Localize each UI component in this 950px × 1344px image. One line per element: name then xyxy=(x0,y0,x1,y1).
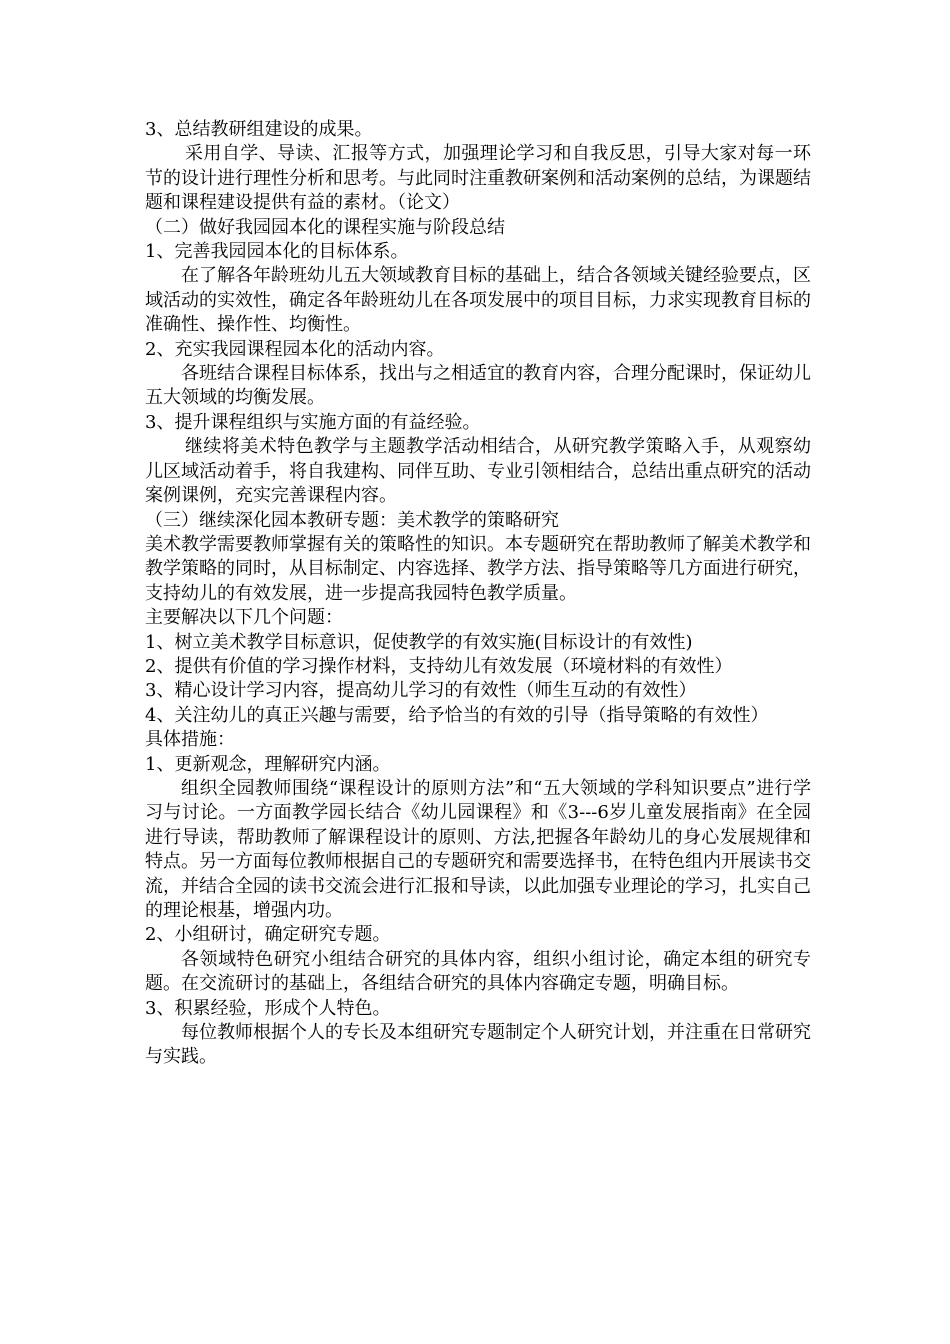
paragraph-measure-3: 每位教师根据个人的专长及本组研究专题制定个人研究计划，并注重在日常研究与实践。 xyxy=(145,1022,811,1068)
measure-heading-2: 2、小组研讨，确定研究专题。 xyxy=(145,924,391,946)
paragraph-goal-system: 在了解各年龄班幼儿五大领域教育目标的基础上，结合各领域关键经验要点，区域活动的实效性，确定各年龄班幼儿在各项发展中的项目目标，力求实现教育目标的准确性、操作性、均衡性。 xyxy=(145,265,811,336)
heading-2-activity-content: 2、充实我园课程园本化的活动内容。 xyxy=(145,338,445,360)
paragraph-measure-1: 组织全园教师围绕“课程设计的原则方法”和“五大领域的学科知识要点”进行学习与讨论。一方面教学园长结合《幼儿园课程》和《3---6岁儿童发展指南》在全园进行导读，帮助教师了解课程设计的原则、方法,把握各年龄幼儿的身心发展规律和特点。另一方面每位教师根据自己的专题研究和需要选择书，在特色组内开展读书交流，并结合全园的读书交流会进行汇报和导读，以此加强专业理论的学习，扎实自己的理论根基，增强内功。 xyxy=(145,777,811,921)
problem-item-2: 2、提供有价值的学习操作材料，支持幼儿有效发展（环境材料的有效性） xyxy=(145,655,733,677)
problem-item-3: 3、精心设计学习内容，提高幼儿学习的有效性（师生互动的有效性） xyxy=(145,680,697,702)
heading-1-goal-system: 1、完善我园园本化的目标体系。 xyxy=(145,241,409,263)
measures-heading: 具体措施： xyxy=(145,729,235,751)
paragraph-measure-2: 各领域特色研究小组结合研究的具体内容，组织小组讨论，确定本组的研究专题。在交流研讨的基础上，各组结合研究的具体内容确定专题，明确目标。 xyxy=(145,948,811,995)
heading-3-experience: 3、提升课程组织与实施方面的有益经验。 xyxy=(145,411,481,433)
section-heading-3: （三）继续深化园本教研专题：美术教学的策略研究 xyxy=(145,509,559,531)
paragraph-art-teaching: 美术教学需要教师掌握有关的策略性的知识。本专题研究在帮助教师了解美术教学和教学策略的同时，从目标制定、内容选择、教学方法、指导策略等几方面进行研究，支持幼儿的有效发展，进一步提高我园特色教学质量。 xyxy=(145,533,811,604)
section-heading-2: （二）做好我园园本化的课程实施与阶段总结 xyxy=(145,216,505,238)
paragraph-study-methods: 采用自学、导读、汇报等方式，加强理论学习和自我反思，引导大家对每一环节的设计进行理性分析和思考。与此同时注重教研案例和活动案例的总结，为课题结题和课程建设提供有益的素材。（论文） xyxy=(145,143,811,214)
paragraph-experience: 继续将美术特色教学与主题教学活动相结合，从研究教学策略入手，从观察幼儿区域活动着手，将自我建构、同伴互助、专业引领相结合，总结出重点研究的活动案例课例，充实完善课程内容。 xyxy=(145,436,811,507)
document-body xyxy=(145,118,811,1070)
problems-heading: 主要解决以下几个问题： xyxy=(145,607,343,629)
measure-heading-3: 3、积累经验，形成个人特色。 xyxy=(145,997,391,1019)
problem-item-1: 1、树立美术教学目标意识，促使教学的有效实施(目标设计的有效性) xyxy=(145,631,693,653)
heading-3-summary: 3、总结教研组建设的成果。 xyxy=(145,119,373,140)
paragraph-activity-content: 各班结合课程目标体系，找出与之相适宜的教育内容，合理分配课时，保证幼儿五大领域的均衡发展。 xyxy=(145,363,811,409)
problem-item-4: 4、关注幼儿的真正兴趣与需要，给予恰当的有效的引导（指导策略的有效性） xyxy=(145,704,769,726)
measure-heading-1: 1、更新观念，理解研究内涵。 xyxy=(145,753,391,775)
